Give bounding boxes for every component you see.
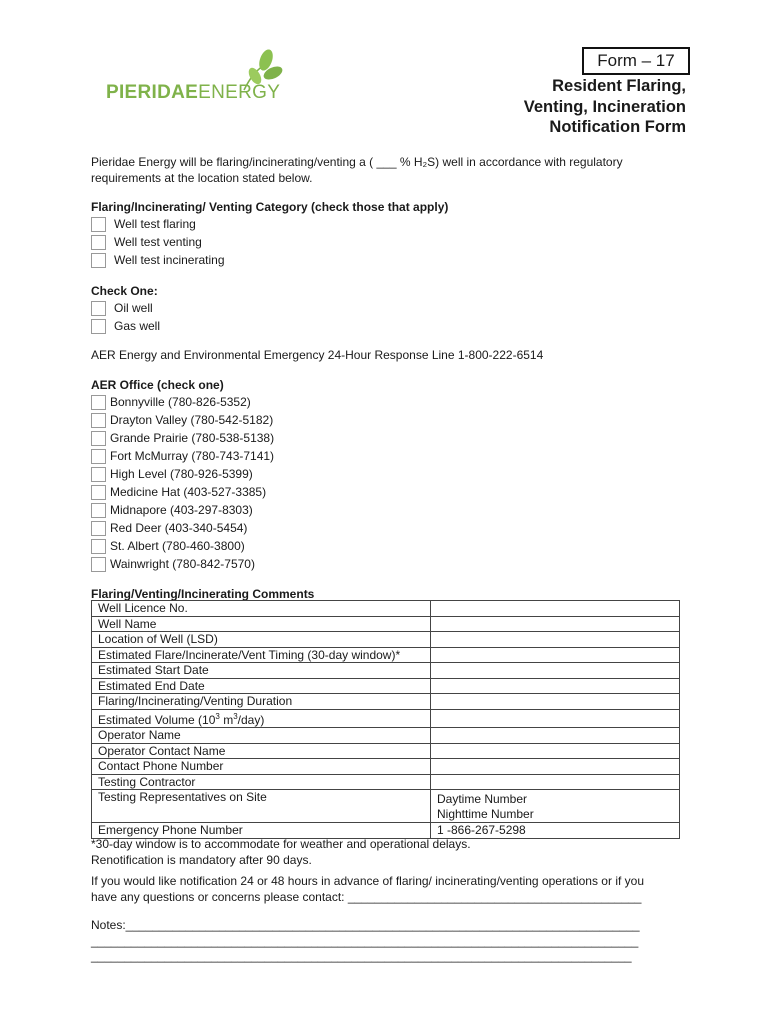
row-value-field[interactable] [431, 601, 680, 617]
checkbox-box[interactable] [91, 235, 106, 250]
checkbox-label: Drayton Valley (780-542-5182) [110, 413, 274, 427]
row-label: Estimated Flare/Incinerate/Vent Timing (30-day window)* [92, 647, 431, 663]
table-row [92, 743, 680, 759]
checkbox-box[interactable] [91, 395, 106, 410]
table-row [92, 790, 680, 823]
footnote-renotification: Renotification is mandatory after 90 days. [91, 853, 312, 867]
checkbox-well-test-venting[interactable] [91, 233, 202, 251]
aer-office-heading: AER Office (check one) [91, 378, 224, 392]
footnote-window: *30-day window is to accommodate for weather and operational delays. [91, 837, 471, 851]
row-value-field[interactable] [431, 774, 680, 790]
checkbox-office-medicine-hat[interactable] [91, 483, 266, 501]
row-label: Testing Contractor [92, 774, 431, 790]
checkbox-box[interactable] [91, 467, 106, 482]
checkbox-well-test-flaring[interactable] [91, 215, 196, 233]
logo-wordmark [106, 82, 280, 104]
row-label: Contact Phone Number [92, 759, 431, 775]
title-line-2: Venting, Incineration [523, 97, 686, 116]
aer-response-line: AER Energy and Environmental Emergency 24-Hour Response Line 1-800-222-6514 [91, 348, 544, 362]
checkbox-label: Red Deer (403-340-5454) [110, 521, 248, 535]
row-value-field[interactable] [431, 616, 680, 632]
row-label: Estimated End Date [92, 678, 431, 694]
comments-table [91, 600, 680, 839]
table-row [92, 616, 680, 632]
row-label: Flaring/Incinerating/Venting Duration [92, 694, 431, 710]
notes-line-2[interactable]: __________________________________________________________________________________ [91, 933, 639, 948]
table-row [92, 663, 680, 679]
checkbox-box[interactable] [91, 413, 106, 428]
table-row [92, 759, 680, 775]
checkbox-box[interactable] [91, 557, 106, 572]
checkbox-office-st-albert[interactable] [91, 537, 245, 555]
logo-text-bold: PIERIDAE [106, 82, 199, 103]
daytime-number-label: Daytime Number [437, 792, 528, 806]
checkbox-box[interactable] [91, 485, 106, 500]
row-value-field[interactable] [431, 647, 680, 663]
checkbox-label: Medicine Hat (403-527-3385) [110, 485, 267, 499]
checkbox-box[interactable] [91, 449, 106, 464]
row-label: Location of Well (LSD) [92, 632, 431, 648]
logo-text-light: ENERGY [198, 82, 281, 103]
checkbox-label: Bonnyville (780-826-5352) [110, 395, 251, 409]
intro-paragraph [91, 155, 623, 186]
checkbox-label: Wainwright (780-842-7570) [110, 557, 255, 571]
checkbox-office-fort-mcmurray[interactable] [91, 447, 274, 465]
checkbox-oil-well[interactable] [91, 299, 153, 317]
checkbox-office-red-deer[interactable] [91, 519, 247, 537]
table-row [92, 601, 680, 617]
table-row [92, 678, 680, 694]
checkbox-label: High Level (780-926-5399) [110, 467, 253, 481]
nighttime-number-label: Nighttime Number [437, 807, 534, 821]
row-label: Emergency Phone Number [92, 823, 431, 839]
company-logo [106, 46, 281, 108]
checkbox-box[interactable] [91, 319, 106, 334]
notes-line-1[interactable]: Notes:_____________________________________________________________________________ [91, 918, 640, 932]
row-value-field[interactable] [431, 663, 680, 679]
category-heading: Flaring/Incinerating/ Venting Category (check those that apply) [91, 200, 449, 214]
comments-heading: Flaring/Venting/Incinerating Comments [91, 587, 315, 601]
checkbox-office-bonnyville[interactable] [91, 393, 251, 411]
title-line-3: Notification Form [549, 118, 686, 136]
checkbox-box[interactable] [91, 431, 106, 446]
table-row [92, 728, 680, 744]
checkbox-label: Well test flaring [114, 217, 196, 231]
row-value-field[interactable] [431, 728, 680, 744]
row-value-field[interactable] [431, 694, 680, 710]
row-label: Well Name [92, 616, 431, 632]
row-label: Testing Representatives on Site [92, 790, 431, 823]
row-label: Estimated Start Date [92, 663, 431, 679]
notes-line-3[interactable]: _________________________________________________________________________________ [91, 949, 632, 963]
checkbox-label: Fort McMurray (780-743-7141) [110, 449, 275, 463]
checkbox-label: Well test venting [114, 235, 202, 249]
checkbox-box[interactable] [91, 521, 106, 536]
volume-sup: 3 [215, 711, 220, 721]
table-row [92, 632, 680, 648]
table-row [92, 823, 680, 839]
checkbox-box[interactable] [91, 301, 106, 316]
checkbox-office-midnapore[interactable] [91, 501, 253, 519]
checkbox-label: Grande Prairie (780-538-5138) [110, 431, 275, 445]
table-row [92, 774, 680, 790]
row-value-field[interactable] [431, 678, 680, 694]
checkbox-box[interactable] [91, 503, 106, 518]
row-label: Well Licence No. [92, 601, 431, 617]
volume-middle: m [219, 712, 234, 727]
checkbox-office-wainwright[interactable] [91, 555, 255, 573]
volume-prefix: Estimated Volume (10 [98, 712, 216, 727]
checkbox-office-drayton-valley[interactable] [91, 411, 273, 429]
notes-section[interactable] [91, 918, 640, 965]
row-value-field[interactable] [431, 632, 680, 648]
checkbox-label: Well test incinerating [114, 253, 225, 267]
checkbox-well-test-incinerating[interactable] [91, 251, 225, 269]
volume-suffix: /day) [237, 712, 265, 727]
intro-line-2: requirements at the location stated below. [91, 170, 313, 185]
row-label: Operator Contact Name [92, 743, 431, 759]
row-value-field[interactable] [431, 743, 680, 759]
checkbox-label: Oil well [114, 301, 153, 315]
form-number-box: Form – 17 [582, 47, 690, 75]
contact-line-1: If you would like notification 24 or 48 hours in advance of flaring/ incinerating/venting operations or if you [91, 874, 644, 888]
row-label-volume [92, 709, 431, 728]
checkbox-office-grande-prairie[interactable] [91, 429, 274, 447]
row-value-field[interactable] [431, 759, 680, 775]
row-value-field[interactable] [431, 709, 680, 728]
emergency-phone-value: 1 -866-267-5298 [431, 823, 680, 839]
checkbox-box[interactable] [91, 217, 106, 232]
intro-line-1: Pieridae Energy will be flaring/incinerating/venting a ( ___ % H₂S) well in accordance with regulatory [91, 155, 623, 169]
checkbox-label: St. Albert (780-460-3800) [110, 539, 245, 553]
checkbox-box[interactable] [91, 253, 106, 268]
checkbox-office-high-level[interactable] [91, 465, 253, 483]
contact-paragraph [91, 874, 644, 905]
table-row [92, 709, 680, 728]
testing-reps-field[interactable] [431, 790, 680, 823]
table-row [92, 694, 680, 710]
checkbox-label: Gas well [114, 319, 161, 333]
checkbox-label: Midnapore (403-297-8303) [110, 503, 253, 517]
title-line-1: Resident Flaring, [552, 77, 686, 95]
row-label: Operator Name [92, 728, 431, 744]
table-row [92, 647, 680, 663]
check-one-heading: Check One: [91, 284, 158, 298]
form-title [446, 76, 686, 138]
volume-sup: 3 [233, 711, 238, 721]
checkbox-gas-well[interactable] [91, 317, 160, 335]
checkbox-box[interactable] [91, 539, 106, 554]
contact-line-2: have any questions or concerns please contact: ____________________________________________ [91, 889, 642, 904]
